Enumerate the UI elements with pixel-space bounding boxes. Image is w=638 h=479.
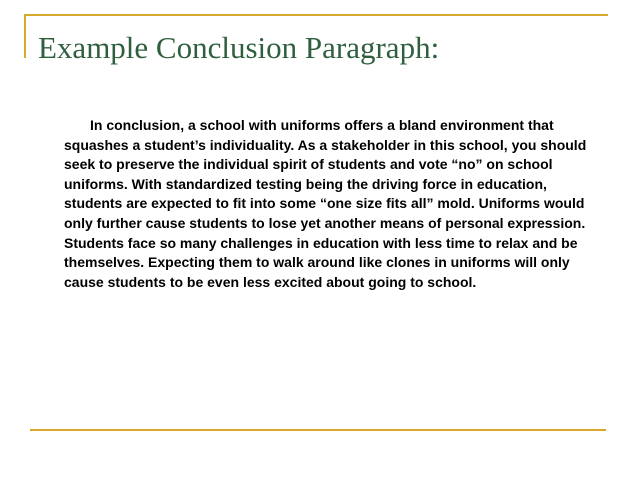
slide-title: Example Conclusion Paragraph: bbox=[38, 30, 440, 65]
conclusion-paragraph: In conclusion, a school with uniforms offers a bland environment that squashes a student’s individuality. As a stakeholder in this school, you should seek to preserve the individual spirit of students and vote “no” on school uniforms. With standardized testing being the driving force in education, students are expected to fit into some “one size fits all” mold. Uniforms would only further cause students to lose yet another means of personal expression. Students face so many challenges in education with less time to relax and be themselves. Expecting them to walk around like clones in uniforms will only cause students to be even less excited about going to school. bbox=[64, 117, 587, 290]
left-accent-bar bbox=[24, 14, 26, 58]
bottom-divider bbox=[30, 429, 606, 431]
top-divider bbox=[26, 14, 608, 16]
